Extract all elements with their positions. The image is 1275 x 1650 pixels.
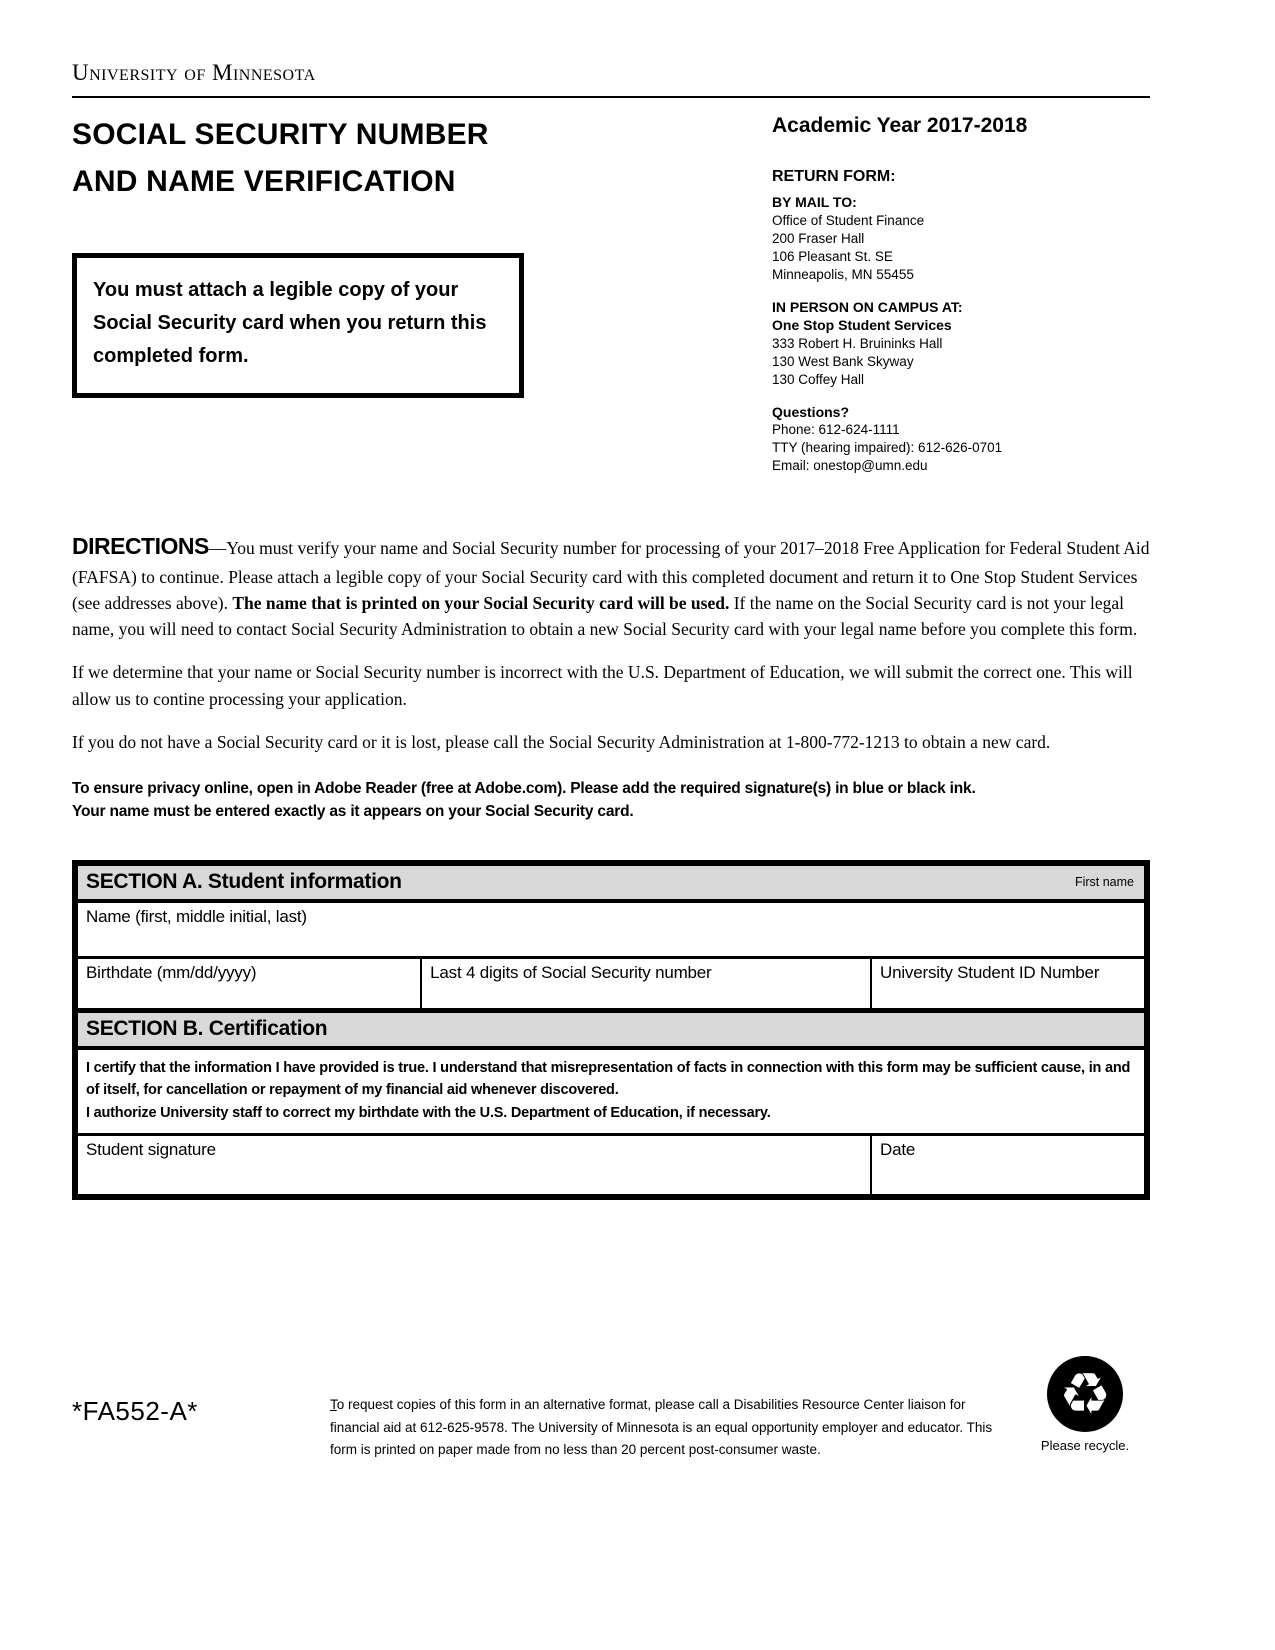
phone-line: Phone: 612-624-1111	[772, 422, 900, 438]
tty-line: TTY (hearing impaired): 612-626-0701	[772, 440, 1003, 456]
return-form-column	[772, 112, 1125, 489]
privacy-note-line1: To ensure privacy online, open in Adobe Reader (free at Adobe.com). Please add the required signature(s) in blue or black ink.	[72, 780, 976, 798]
directions-paragraph-2: If we determine that your name or Social Security number is incorrect with the U.S. Department of Education, we will submit the correct one. This will allow us to contine processing your application.	[72, 662, 1133, 709]
student-id-input-area[interactable]	[870, 959, 1144, 1008]
directions-paragraph-1	[72, 529, 1150, 642]
questions-block	[772, 403, 1125, 475]
recycle-block	[1020, 1356, 1150, 1453]
note-first-letter: T	[330, 1397, 337, 1413]
mail-address-line: Minneapolis, MN 55455	[772, 266, 914, 282]
section-a-title: SECTION A. Student information	[86, 869, 402, 893]
section-b-title: SECTION B. Certification	[86, 1016, 328, 1040]
university-wordmark: University of Minnesota	[72, 60, 1150, 98]
date-input-area[interactable]	[870, 1136, 1144, 1194]
student-info-fields-row	[78, 959, 1144, 1013]
in-person-office-name: One Stop Student Services	[772, 317, 952, 334]
title-column	[72, 112, 772, 489]
ssn-last4-field-label: Last 4 digits of Social Security number	[430, 962, 712, 982]
email-line: Email: onestop@umn.edu	[772, 458, 928, 474]
please-recycle-label: Please recycle.	[1040, 1438, 1130, 1454]
privacy-note-line2: Your name must be entered exactly as it appears on your Social Security card.	[72, 803, 634, 821]
recycle-symbol-glyph: ♻	[1059, 1360, 1111, 1429]
academic-year-label: Academic Year 2017-2018	[772, 114, 1028, 137]
page-title	[72, 112, 772, 205]
alternative-format-note	[330, 1356, 1008, 1462]
in-person-label: IN PERSON ON CAMPUS AT:	[772, 298, 963, 315]
section-a-header	[78, 866, 1144, 903]
student-signature-label: Student signature	[86, 1140, 216, 1160]
certification-statement	[78, 1050, 1144, 1136]
directions-dash: —	[208, 538, 227, 559]
page-title-line2: AND NAME VERIFICATION	[72, 164, 456, 198]
name-input-area[interactable]	[78, 903, 1144, 959]
directions-p1-text: You must verify your name and Social Security number for processing of your 2017–2018 Free Application for Federal Student Aid (FAFSA) to continue. Please attach a legible copy of your Social Security card with this completed document and return it to One Stop Student Services (see addresses above).	[72, 538, 1150, 613]
privacy-note	[72, 777, 1150, 824]
name-field-label: Name (first, middle initial, last)	[86, 906, 307, 926]
in-person-block	[772, 298, 1125, 389]
signature-row	[78, 1136, 1144, 1194]
student-id-field-label: University Student ID Number	[880, 962, 1100, 982]
directions-p1-bold-text: The name that is printed on your Social Security card will be used.	[232, 592, 730, 613]
mail-address-line: Office of Student Finance	[772, 212, 925, 228]
in-person-location: 333 Robert H. Bruininks Hall	[772, 335, 943, 351]
form-table	[72, 860, 1150, 1200]
mail-address-line: 106 Pleasant St. SE	[772, 248, 893, 264]
in-person-location: 130 Coffey Hall	[772, 371, 865, 387]
questions-label: Questions?	[772, 403, 850, 420]
by-mail-label: BY MAIL TO:	[772, 194, 857, 211]
certification-text-line1: I certify that the information I have provided is true. I understand that misrepresentation of facts in connection with this form may be sufficient cause, in and of itself, for cancellation or repayment of my financial aid whenever discovered.	[86, 1059, 1131, 1099]
form-code: *FA552-A*	[72, 1396, 198, 1427]
date-label: Date	[880, 1140, 916, 1160]
in-person-location: 130 West Bank Skyway	[772, 353, 914, 369]
recycle-icon	[1047, 1356, 1123, 1432]
directions-label: DIRECTIONS	[72, 533, 209, 560]
title-row	[72, 112, 1150, 489]
birthdate-input-area[interactable]	[78, 959, 420, 1008]
footer	[72, 1356, 1150, 1462]
directions-p1-text-after: If the name on the Social Security card is not your legal name, you will need to contact Social Security Administration to obtain a new Social Security card with your legal name before you complete this form.	[72, 592, 1138, 640]
attach-card-notice-box: You must attach a legible copy of your Social Security card when you return this completed form.	[72, 253, 524, 398]
ssn-last4-input-area[interactable]	[420, 959, 870, 1008]
by-mail-block	[772, 193, 1125, 283]
section-b-header	[78, 1013, 1144, 1050]
directions-paragraph-3: If you do not have a Social Security card or it is lost, please call the Social Security Administration at 1-800-772-1213 to obtain a new card.	[72, 731, 1051, 752]
certification-text-line2: I authorize University staff to correct my birthdate with the U.S. Department of Education, if necessary.	[86, 1104, 771, 1121]
directions-section	[72, 529, 1150, 755]
note-text: o request copies of this form in an alternative format, please call a Disabilities Resource Center liaison for financial aid at 612-625-9578. The University of Minnesota is an equal opportunity employer and educator. This form is printed on paper made from no less than 20 percent post-consumer waste.	[330, 1397, 993, 1458]
birthdate-field-label: Birthdate (mm/dd/yyyy)	[86, 962, 257, 982]
return-form-heading: RETURN FORM:	[772, 167, 896, 185]
student-signature-input-area[interactable]	[78, 1136, 870, 1194]
section-a-first-name-label: First name	[1074, 874, 1134, 889]
mail-address-line: 200 Fraser Hall	[772, 230, 865, 246]
page-title-line1: SOCIAL SECURITY NUMBER	[72, 118, 489, 151]
